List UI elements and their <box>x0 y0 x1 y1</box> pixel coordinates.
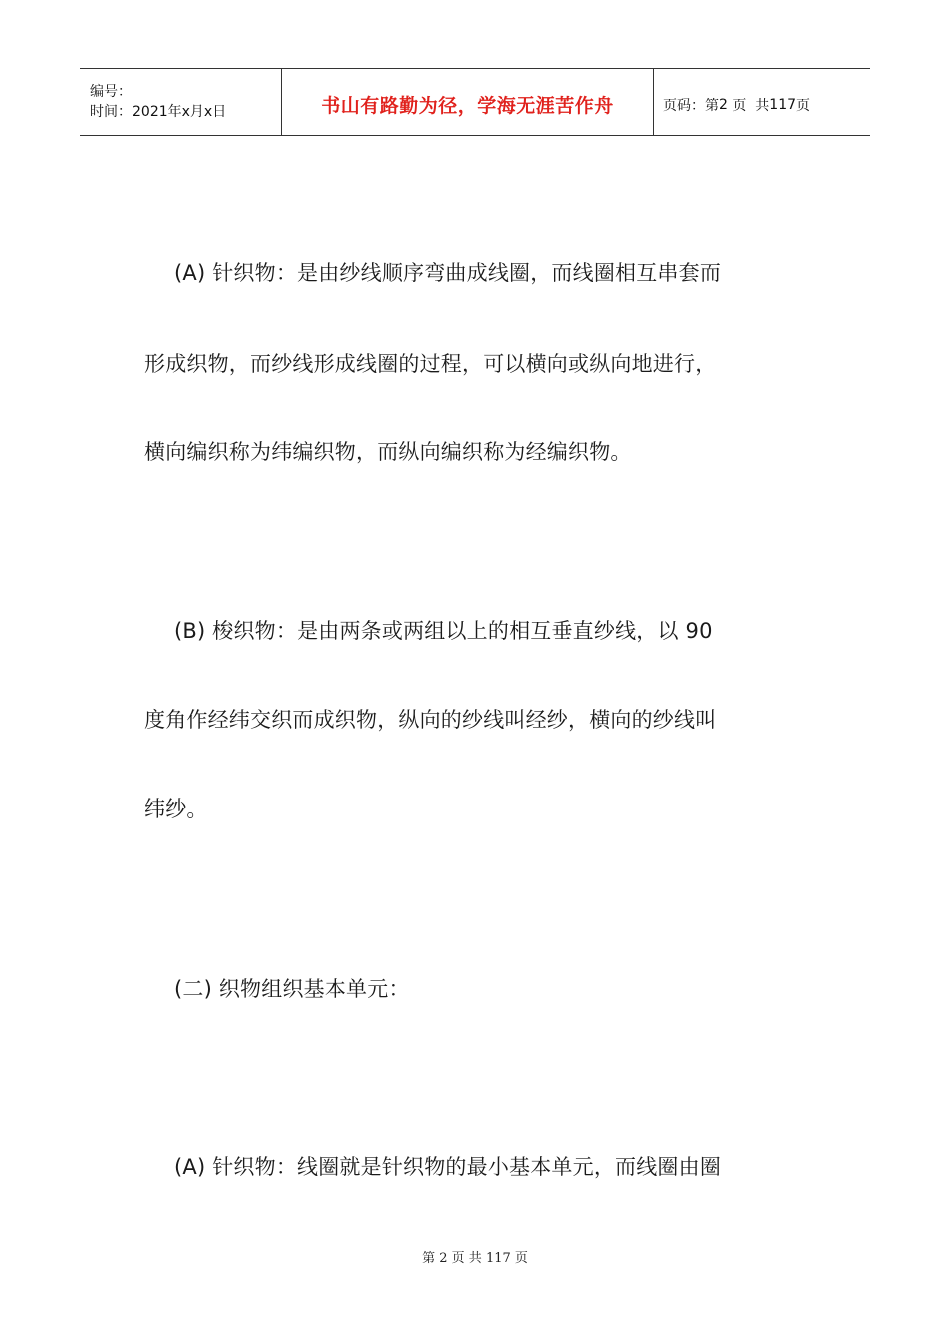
header-motto-cell <box>282 69 654 135</box>
document-header <box>80 68 870 136</box>
paragraph-line: 度角作经纬交织而成织物，纵向的纱线叫经纱，横向的纱线叫 <box>144 708 717 732</box>
paragraph-line: (A) 针织物：线圈就是针织物的最小基本单元，而线圈由圈 <box>174 1155 722 1179</box>
footer-mid: 页 共 <box>451 1251 482 1266</box>
paragraph-line: (A) 针织物：是由纱线顺序弯曲成线圈，而线圈相互串套而 <box>174 261 722 285</box>
header-page-label: 页码：第 <box>663 98 719 114</box>
paragraph-line: 纬纱。 <box>144 797 208 821</box>
document-time-label: 时间：2021年x月x日 <box>90 104 227 120</box>
footer-current: 2 <box>439 1251 448 1266</box>
section-heading: (二) 织物组织基本单元： <box>174 977 410 1001</box>
page-footer <box>0 1247 950 1266</box>
header-meta-cell <box>80 69 282 135</box>
footer-total: 117 <box>485 1251 511 1266</box>
paragraph-line: 形成织物，而纱线形成线圈的过程，可以横向或纵向地进行， <box>144 352 717 376</box>
header-page-suffix: 页 <box>796 98 811 114</box>
footer-prefix: 第 <box>422 1251 436 1266</box>
header-page-total: 117 <box>769 97 797 113</box>
header-page-current: 2 <box>719 97 728 113</box>
paragraph-line: 横向编织称为纬编织物，而纵向编织称为经编织物。 <box>144 440 632 464</box>
header-page-mid: 页 共 <box>732 98 770 114</box>
header-motto: 书山有路勤为径，学海无涯苦作舟 <box>321 94 614 117</box>
header-page-cell <box>654 69 870 135</box>
footer-suffix: 页 <box>514 1251 528 1266</box>
paragraph-line: (B) 梭织物：是由两条或两组以上的相互垂直纱线，以 90 <box>174 619 713 643</box>
document-number-label: 编号： <box>90 84 132 100</box>
